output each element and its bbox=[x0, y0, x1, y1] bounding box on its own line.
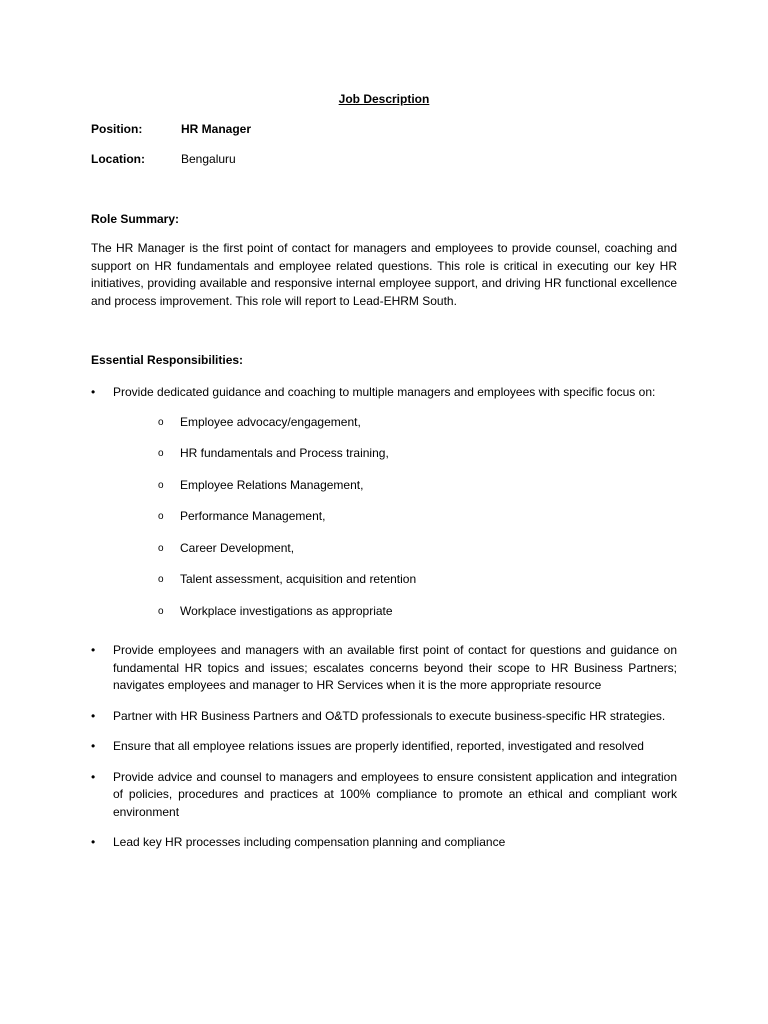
sub-list-item-text: HR fundamentals and Process training, bbox=[180, 446, 389, 460]
bullet-icon: • bbox=[91, 385, 96, 399]
sub-list-item bbox=[158, 445, 677, 477]
sub-list-item-text: Performance Management, bbox=[180, 509, 326, 523]
sub-bullet-icon: o bbox=[158, 542, 164, 554]
bullet-icon: • bbox=[91, 835, 96, 849]
sub-bullet-icon: o bbox=[158, 605, 164, 617]
bullet-icon: • bbox=[91, 769, 96, 784]
sub-list-item-text: Employee advocacy/engagement, bbox=[180, 414, 361, 429]
list-item bbox=[91, 708, 677, 726]
location-value: Bengaluru bbox=[181, 152, 236, 166]
sub-bullet-icon: o bbox=[158, 574, 164, 585]
sub-list-item bbox=[158, 571, 677, 603]
list-item-text: Lead key HR processes including compensation planning and compliance bbox=[113, 835, 506, 849]
position-label: Position: bbox=[91, 122, 143, 136]
sub-list-item bbox=[158, 603, 677, 635]
sub-list-item-text: Workplace investigations as appropriate bbox=[180, 603, 393, 618]
document-title: Job Description bbox=[338, 92, 430, 106]
position-row bbox=[91, 122, 251, 137]
sub-list-item-text: Employee Relations Management, bbox=[180, 477, 364, 492]
list-item bbox=[91, 738, 677, 756]
location-row bbox=[91, 152, 236, 167]
role-summary-heading: Role Summary: bbox=[91, 212, 180, 226]
responsibilities-heading: Essential Responsibilities: bbox=[91, 353, 244, 367]
sub-list-item bbox=[158, 477, 677, 509]
bullet-icon: • bbox=[91, 643, 96, 657]
sub-list-item bbox=[158, 414, 677, 446]
list-item-text: Ensure that all employee relations issues are properly identified, reported, investigated and resolved bbox=[113, 739, 644, 753]
location-label: Location: bbox=[91, 152, 145, 166]
role-summary-text: The HR Manager is the first point of contact for managers and employees to provide counsel, coaching and support on HR fundamentals and employee related questions. This role is critical in executing our key HR initiatives, providing available and responsive internal employee support, and driving HR functional excellence and process improvement. This role will report to Lead-EHRM South. bbox=[91, 241, 677, 308]
sub-bullet-icon: o bbox=[158, 511, 164, 522]
bullet-icon: • bbox=[91, 708, 96, 723]
sub-list-item-text: Career Development, bbox=[180, 540, 295, 555]
bullet-icon: • bbox=[91, 739, 96, 753]
list-item-text: Partner with HR Business Partners and O&TD professionals to execute business-specific HR strategies. bbox=[113, 708, 666, 723]
sub-bullet-icon: o bbox=[158, 479, 164, 491]
sub-bullet-icon: o bbox=[158, 448, 164, 459]
list-item-text: Provide employees and managers with an available first point of contact for questions and guidance on fundamental HR topics and issues; escalates concerns beyond their scope to HR Business Partners; navigates employees and manager to HR Services when it is the more appropriate resource bbox=[113, 643, 677, 692]
sub-list bbox=[113, 414, 677, 635]
list-item bbox=[91, 834, 677, 852]
sub-list-item bbox=[158, 540, 677, 572]
list-item bbox=[91, 384, 677, 634]
list-item-text: Provide advice and counsel to managers and employees to ensure consistent application and integration of policies, procedures and practices at 100% compliance to promote an ethical and compliant work environment bbox=[113, 769, 677, 819]
sub-bullet-icon: o bbox=[158, 416, 164, 428]
list-item-text: Provide dedicated guidance and coaching to multiple managers and employees with specific focus on: bbox=[113, 385, 656, 399]
list-item bbox=[91, 642, 677, 695]
sub-list-item-text: Talent assessment, acquisition and retention bbox=[180, 572, 417, 586]
responsibilities-list bbox=[91, 384, 677, 852]
list-item bbox=[91, 769, 677, 822]
sub-list-item bbox=[158, 508, 677, 540]
position-value: HR Manager bbox=[181, 122, 252, 136]
